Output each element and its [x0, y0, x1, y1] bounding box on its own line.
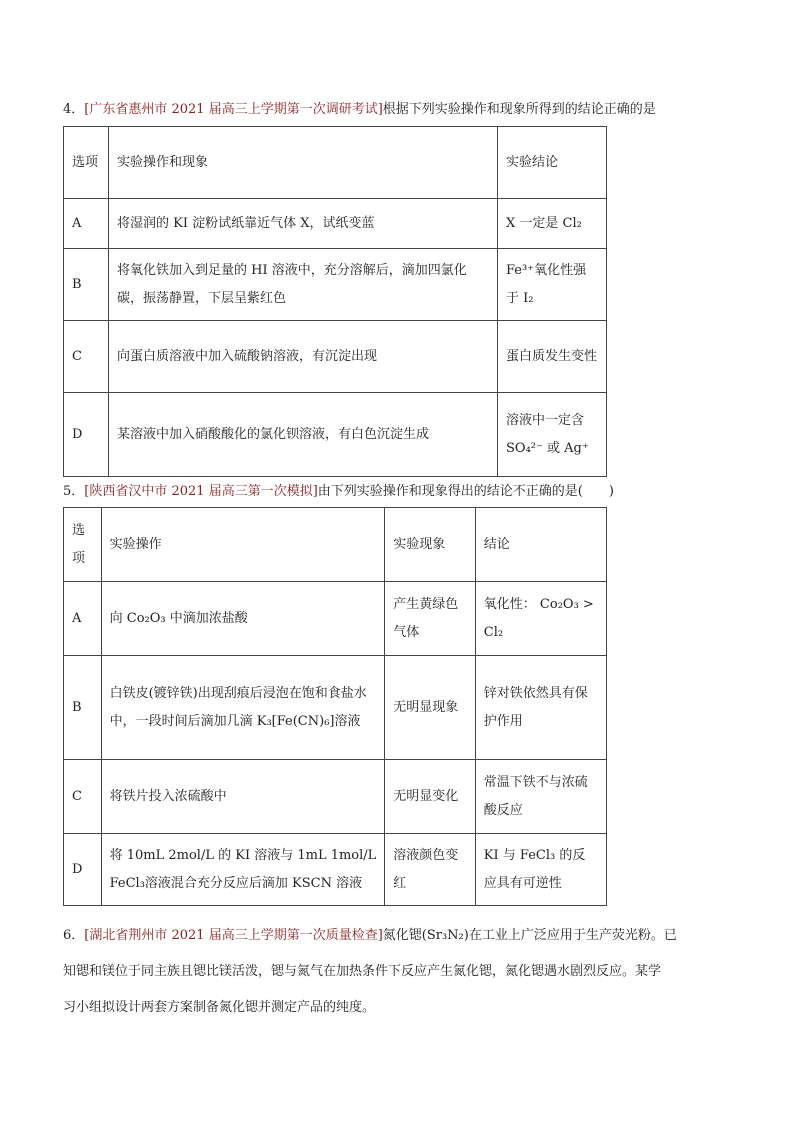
table-row: [64, 199, 607, 249]
question-text-line-1: 氮化锶(Sr₃N₂)在工业上广泛应用于生产荧光粉。已: [382, 928, 677, 943]
conclusion-cell: 锌对铁依然具有保护作用: [475, 656, 606, 760]
question-source: [陕西省汉中市 2021 届高三第一次模拟]: [84, 484, 318, 499]
table-row: [64, 393, 607, 477]
question-6-stem: [63, 918, 743, 1026]
table-row: [64, 656, 607, 760]
header-conclusion: 实验结论: [498, 127, 607, 199]
table-row: [64, 582, 607, 656]
header-phenomenon: 实验现象: [385, 508, 476, 582]
conclusion-cell: 蛋白质发生变性: [498, 321, 607, 393]
option-cell: D: [64, 834, 102, 906]
question-5-table: [63, 507, 607, 906]
operation-cell: 某溶液中加入硝酸酸化的氯化钡溶液，有白色沉淀生成: [109, 393, 498, 477]
table-row: [64, 834, 607, 906]
question-number: 4．: [63, 102, 85, 117]
table-row: [64, 249, 607, 321]
table-header-row: [64, 508, 607, 582]
operation-cell: 向蛋白质溶液中加入硫酸钠溶液，有沉淀出现: [109, 321, 498, 393]
question-4-stem: [63, 100, 743, 120]
table-row: [64, 321, 607, 393]
table-row: [64, 760, 607, 834]
question-text-line-3: 习小组拟设计两套方案制备氮化锶并测定产品的纯度。: [63, 1000, 376, 1015]
phenomenon-cell: 无明显现象: [385, 656, 476, 760]
table-header-row: [64, 127, 607, 199]
operation-cell: 将 10mL 2mol/L 的 KI 溶液与 1mL 1mol/L FeCl₃溶液混合充分反应后滴加 KSCN 溶液: [101, 834, 385, 906]
option-cell: B: [64, 656, 102, 760]
header-option: 选项: [64, 127, 109, 199]
question-source: [广东省惠州市 2021 届高三上学期第一次调研考试]: [84, 102, 383, 117]
conclusion-cell: Fe³⁺氧化性强于 I₂: [498, 249, 607, 321]
phenomenon-cell: 无明显变化: [385, 760, 476, 834]
operation-cell: 向 Co₂O₃ 中滴加浓盐酸: [101, 582, 385, 656]
question-4-table: [63, 126, 607, 477]
option-cell: A: [64, 582, 102, 656]
question-5-stem: [63, 482, 743, 502]
question-source: [湖北省荆州市 2021 届高三上学期第一次质量检查]: [84, 928, 383, 943]
option-cell: C: [64, 760, 102, 834]
operation-cell: 白铁皮(镀锌铁)出现刮痕后浸泡在饱和食盐水中，一段时间后滴加几滴 K₃[Fe(CN)₆]溶液: [101, 656, 385, 760]
option-cell: A: [64, 199, 109, 249]
phenomenon-cell: 溶液颜色变红: [385, 834, 476, 906]
question-text: 由下列实验操作和现象得出的结论不正确的是( ): [317, 484, 614, 499]
question-text-line-2: 知锶和镁位于同主族且锶比镁活泼，锶与氮气在加热条件下反应产生氮化锶，氮化锶遇水剧烈反应。某学: [63, 964, 662, 979]
option-cell: B: [64, 249, 109, 321]
header-option: 选项: [64, 508, 102, 582]
operation-cell: 将湿润的 KI 淀粉试纸靠近气体 X，试纸变蓝: [109, 199, 498, 249]
header-operation: 实验操作: [101, 508, 385, 582]
conclusion-cell: 氧化性： Co₂O₃ > Cl₂: [475, 582, 606, 656]
question-number: 6．: [63, 928, 85, 943]
conclusion-cell: 溶液中一定含 SO₄²⁻ 或 Ag⁺: [498, 393, 607, 477]
header-operation: 实验操作和现象: [109, 127, 498, 199]
conclusion-cell: KI 与 FeCl₃ 的反应具有可逆性: [475, 834, 606, 906]
option-cell: D: [64, 393, 109, 477]
question-text: 根据下列实验操作和现象所得到的结论正确的是: [382, 102, 656, 117]
phenomenon-cell: 产生黄绿色气体: [385, 582, 476, 656]
conclusion-cell: X 一定是 Cl₂: [498, 199, 607, 249]
operation-cell: 将氧化铁加入到足量的 HI 溶液中，充分溶解后，滴加四氯化碳，振荡静置，下层呈紫红色: [109, 249, 498, 321]
option-cell: C: [64, 321, 109, 393]
question-number: 5．: [63, 484, 85, 499]
header-conclusion: 结论: [475, 508, 606, 582]
operation-cell: 将铁片投入浓硫酸中: [101, 760, 385, 834]
conclusion-cell: 常温下铁不与浓硫酸反应: [475, 760, 606, 834]
